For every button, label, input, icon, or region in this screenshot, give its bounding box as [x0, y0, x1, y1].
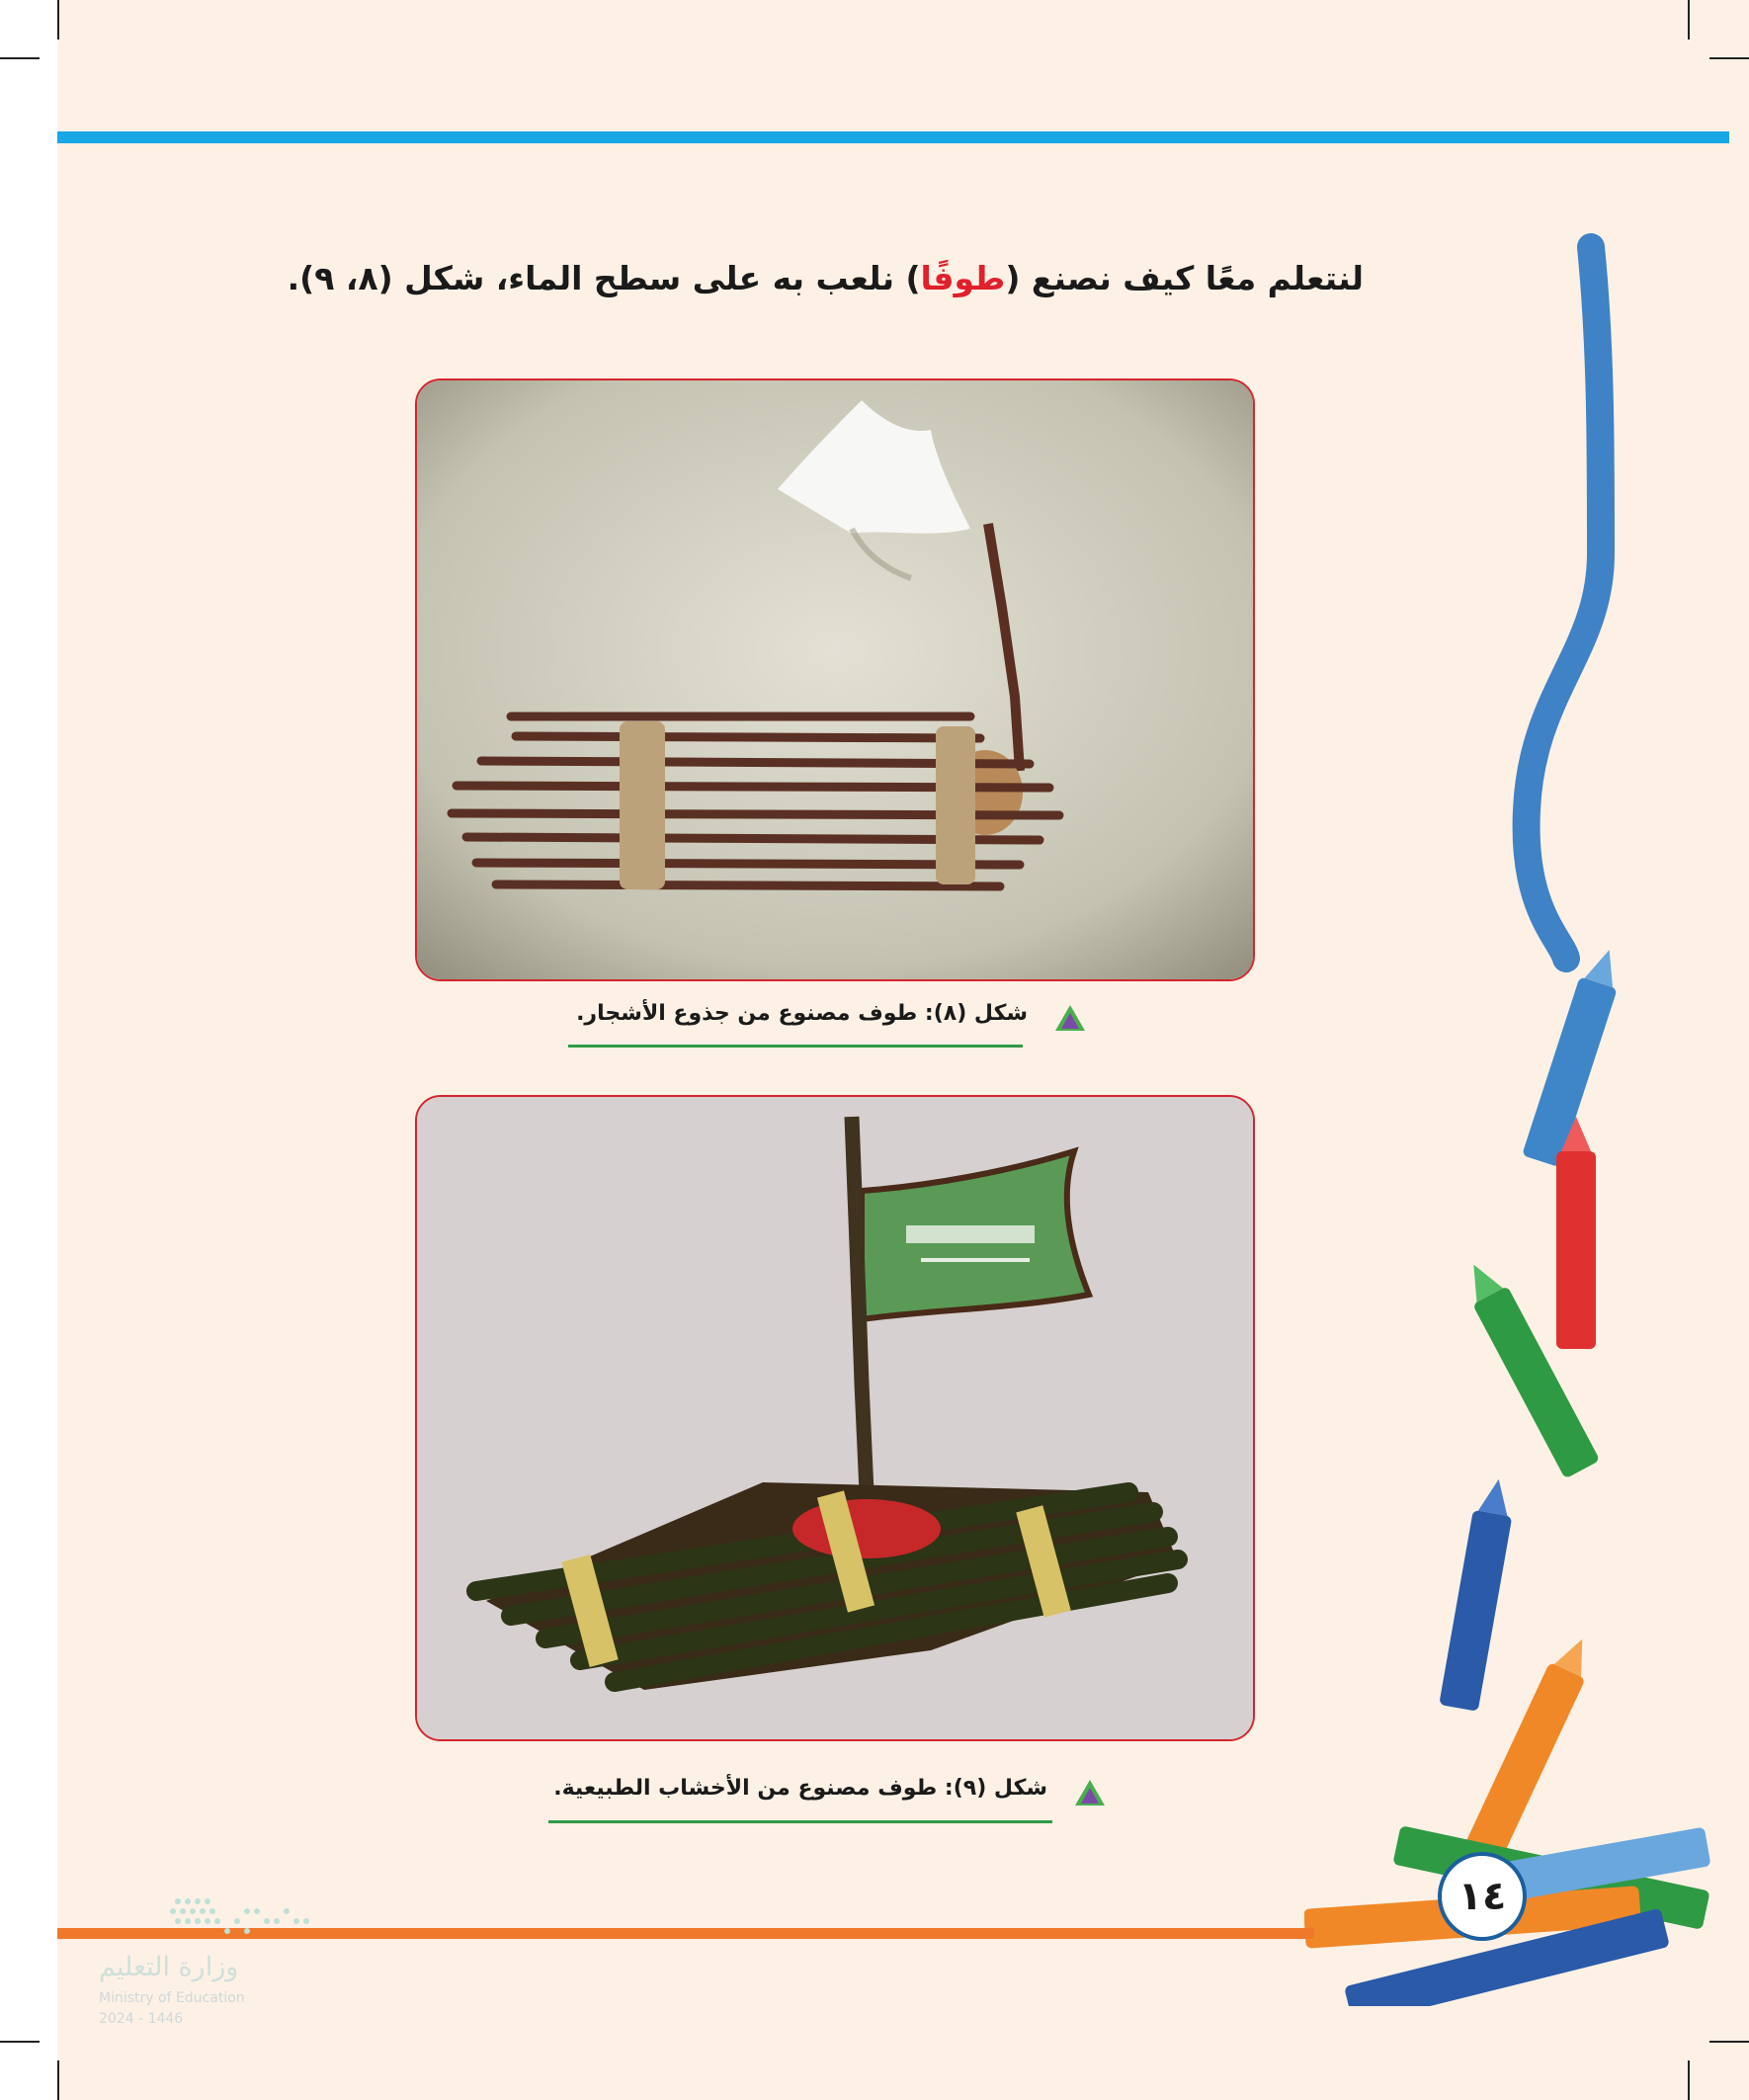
crop-mark [1709, 57, 1749, 59]
crop-mark [57, 0, 59, 40]
crop-mark [0, 2041, 40, 2043]
figure-9-caption: شكل (٩): طوف مصنوع من الأخشاب الطبيعية. [553, 1776, 1047, 1801]
caption-triangle-icon [1073, 1778, 1107, 1807]
crop-mark [1688, 0, 1690, 40]
page-number: ١٤ [1438, 1852, 1527, 1941]
figure-8-caption: شكل (٨): طوف مصنوع من جذوع الأشجار. [576, 1001, 1028, 1026]
ministry-year: 2024 - 1446 [99, 2011, 184, 2027]
top-rule [57, 131, 1729, 143]
intro-text [247, 259, 1364, 297]
figure-9-caption-underline [548, 1820, 1052, 1823]
crop-mark [1709, 2041, 1749, 2043]
figure-8-caption-underline [568, 1045, 1023, 1048]
ministry-name-en: Ministry of Education [99, 1990, 245, 2006]
ministry-logo-icon [99, 1895, 326, 1935]
intro-text-start: لنتعلم معًا كيف نصنع ( [1005, 259, 1364, 297]
red-crayon [1556, 1117, 1596, 1349]
ministry-name-ar: وزارة التعليم [99, 1952, 239, 1982]
navy-crayon [1439, 1475, 1518, 1711]
crop-mark [1688, 2060, 1690, 2100]
figure-8-photo [415, 378, 1255, 981]
caption-triangle-icon [1053, 1003, 1087, 1033]
crop-mark [57, 2060, 59, 2100]
intro-highlight-word: طوفًا [920, 259, 1006, 297]
figure-9-photo [415, 1095, 1255, 1741]
crayons-decoration [1304, 227, 1749, 2006]
crop-mark [0, 57, 40, 59]
intro-text-end: ) نلعب به على سطح الماء، شكل (٨، ٩). [287, 259, 921, 297]
